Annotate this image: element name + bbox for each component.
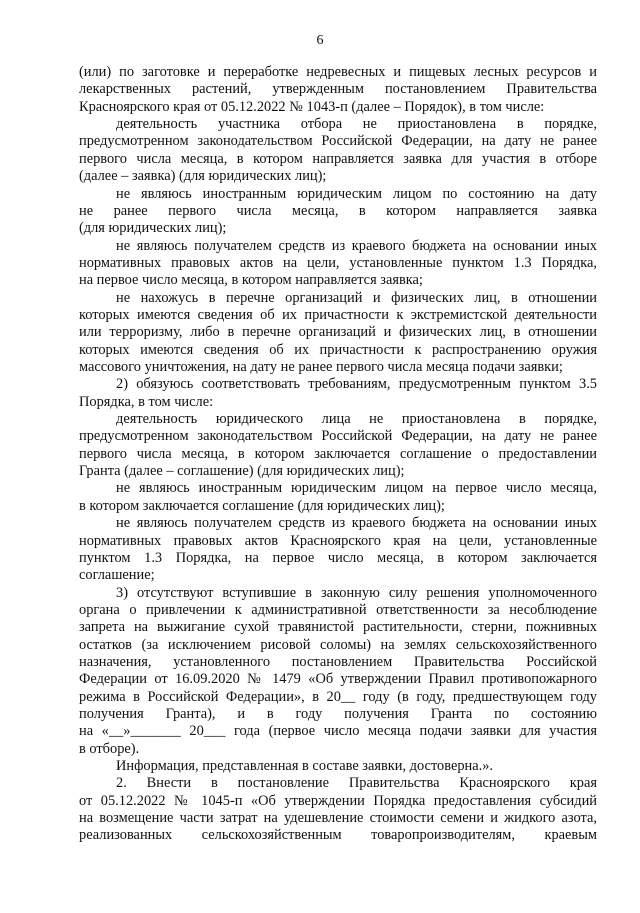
text-line: не являюсь получателем средств из краевого бюджета на основании иных	[116, 237, 597, 254]
text-line: не являюсь иностранным юридическим лицом на первое число месяца,	[116, 480, 597, 497]
text-line: деятельность юридического лица не приостановлена в порядке,	[116, 411, 597, 427]
text-line: которых имеются сведения об их причастности к распространению оружия	[79, 341, 597, 358]
text-line: (далее – заявка) (для юридических лиц);	[79, 168, 327, 185]
text-line: нормативных правовых актов Красноярского края на цели, установленные	[79, 532, 597, 549]
text-line: (или) по заготовке и переработке недревесных и пищевых лесных ресурсов и	[79, 64, 597, 80]
text-line: предусмотренном законодательством Российской Федерации, на дату не ранее	[79, 133, 597, 150]
text-line: Гранта (далее – соглашение) (для юридических лиц);	[79, 463, 405, 480]
text-line: Порядка, в том числе:	[79, 393, 214, 410]
text-line: Красноярского края от 05.12.2022 № 1043-п (далее – Порядок), в том числе:	[79, 98, 545, 115]
text-line: или терроризму, либо в перечне организаций и физических лиц, в отношении	[79, 324, 597, 341]
text-line: на первое число месяца, в котором направляется заявка;	[79, 272, 423, 289]
text-line: остатков (за исключением рисовой соломы) на землях сельскохозяйственного	[79, 636, 597, 653]
text-line: запрета на выжигание сухой травянистой растительности, стерни, пожнивных	[79, 619, 597, 636]
text-line: в котором заключается соглашение (для юридических лиц);	[79, 497, 445, 514]
text-line: реализованных сельскохозяйственным товаропроизводителям, краевым	[79, 827, 597, 844]
text-line: деятельность участника отбора не приостановлена в порядке,	[116, 116, 597, 133]
text-line: предусмотренном законодательством Российской Федерации, на дату не ранее	[79, 428, 597, 445]
text-line: не ранее первого числа месяца, в котором направляется заявка	[79, 202, 597, 219]
text-line: не являюсь иностранным юридическим лицом по состоянию на дату	[116, 185, 597, 202]
text-line: пунктом 1.3 Порядка, на первое число месяца, в котором заключается	[79, 549, 597, 566]
text-line: на возмещение части затрат на удешевление стоимости семени и жидкого азота,	[79, 810, 597, 827]
page-number: 6	[316, 33, 324, 48]
text-line: не нахожусь в перечне организаций и физических лиц, в отношении	[116, 289, 597, 306]
text-line: первого числа месяца, в котором направляется заявка для участия в отборе	[79, 150, 597, 167]
text-line: которых имеются сведения об их причастности к экстремистской деятельности	[79, 306, 597, 323]
text-line: режима в Российской Федерации», в 20__ году (в году, предшествующем году	[79, 688, 597, 705]
text-line: 2) обязуюсь соответствовать требованиям, предусмотренным пунктом 3.5	[116, 376, 597, 393]
text-line: массового уничтожения, на дату не ранее первого числа месяца подачи заявки;	[79, 359, 563, 375]
text-line: Информация, представленная в составе заявки, достоверна.».	[116, 758, 494, 774]
text-line: (для юридических лиц);	[79, 220, 227, 237]
text-line: лекарственных растений, утвержденным постановлением Правительства	[79, 81, 597, 98]
text-line: 2. Внести в постановление Правительства Красноярского края	[116, 775, 597, 792]
text-line: не являюсь получателем средств из краевого бюджета на основании иных	[116, 515, 597, 532]
text-line: 3) отсутствуют вступившие в законную силу решения уполномоченного	[116, 584, 597, 601]
text-line: от 05.12.2022 № 1045-п «Об утверждении Порядка предоставления субсидий	[79, 792, 597, 809]
text-line: органа о привлечении к административной ответственности за несоблюдение	[79, 601, 597, 618]
text-line: назначения, установленного постановлением Правительства Российской	[79, 653, 597, 670]
text-line: в отборе).	[79, 740, 140, 757]
text-line: Федерации от 16.09.2020 № 1479 «Об утверждении Правил противопожарного	[79, 671, 597, 688]
text-line: соглашение;	[79, 567, 155, 584]
text-line: нормативных правовых актов на цели, установленные пунктом 1.3 Порядка,	[79, 254, 597, 271]
text-line: получения Гранта), и в году получения Гранта по состоянию	[79, 706, 597, 722]
text-line: на «__»_______ 20___ года (первое число месяца подачи заявки для участия	[79, 723, 597, 740]
text-line: первого числа месяца, в котором заключается соглашение о предоставлении	[79, 445, 597, 462]
